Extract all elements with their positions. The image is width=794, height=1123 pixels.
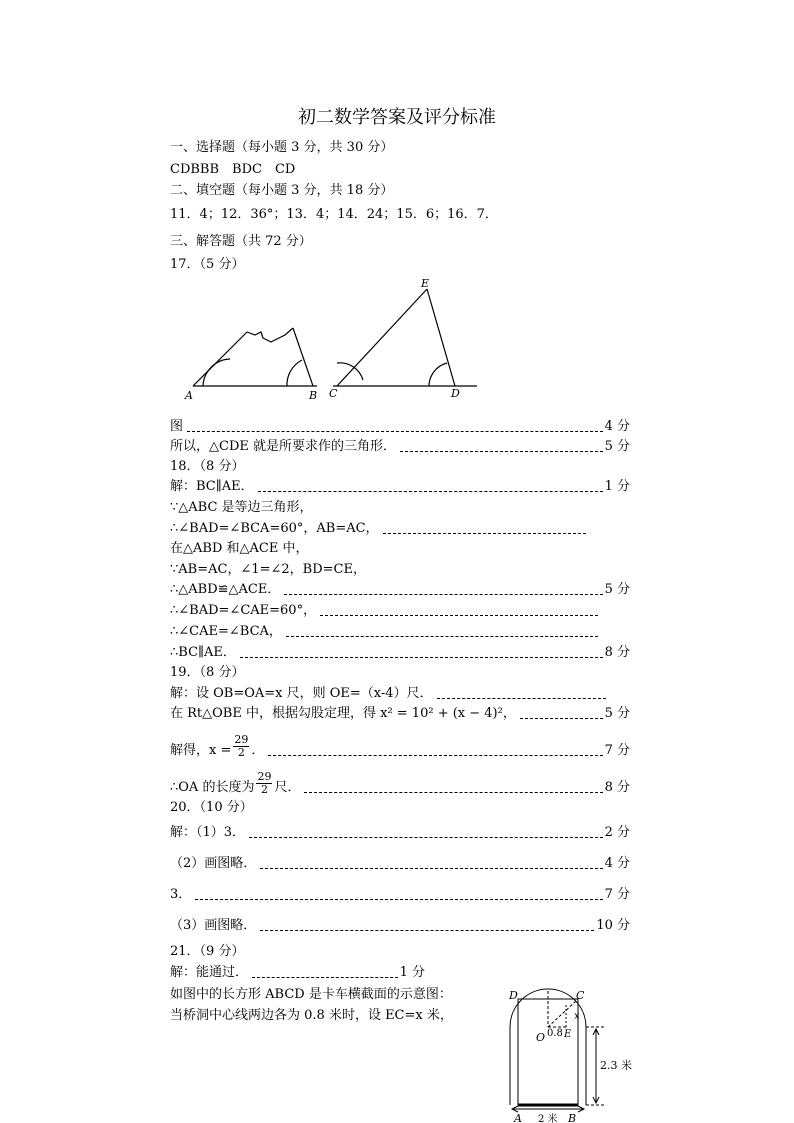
score: 5 分 [604, 582, 630, 597]
label-E: E [421, 277, 430, 290]
q21-line-1-text: 解：能通过． [170, 965, 249, 980]
fig-label-E: E [564, 1029, 572, 1040]
fig-label-dim2: 2 米 [538, 1114, 558, 1123]
fraction-numerator: 29 [234, 733, 249, 746]
fig-label-O: O [536, 1031, 546, 1044]
q18-line-7 [170, 603, 600, 619]
q20-line-1-text: 解：（1）3． [170, 825, 246, 840]
score: 10 分 [596, 918, 630, 933]
q18-line-6 [170, 582, 630, 598]
page-title: 初二数学答案及评分标准 [298, 107, 496, 128]
q19-line-1-text: 解：设 OB=OA=x 尺，则 OE=（x-4）尺． [170, 686, 433, 701]
q18-line-3 [170, 521, 588, 537]
q19-line-4-text: ∴OA 的长度为 [170, 780, 255, 795]
q20-line-4 [170, 918, 630, 934]
q18-header: 18．（8 分） [170, 459, 245, 474]
q19-line-4-end: 尺． [274, 780, 301, 795]
q21-line-2: 如图中的长方形 ABCD 是卡车横截面的示意图： [170, 987, 452, 1002]
q19-header: 19．（8 分） [170, 665, 245, 680]
q21-tunnel-figure [500, 985, 640, 1123]
q17-line-2 [170, 439, 630, 455]
score: 8 分 [604, 780, 630, 795]
q18-line-3-text: ∴∠BAD=∠BCA=60°，AB=AC， [170, 521, 379, 536]
q18-line-9-text: ∴BC∥AE． [170, 645, 236, 660]
score: 5 分 [604, 439, 630, 454]
q17-line-1 [170, 419, 630, 435]
fraction-denominator: 2 [237, 746, 245, 759]
q18-line-8-text: ∴∠CAE=∠BCA， [170, 624, 282, 639]
score: 1 分 [604, 479, 630, 494]
fig-label-A: A [514, 1112, 522, 1123]
q21-line-3: 当桥洞中心线两边各为 0.8 米时，设 EC=x 米， [170, 1008, 453, 1023]
score: 1 分 [399, 965, 425, 980]
q19-line-2-text: 在 Rt△OBE 中，根据勾股定理，得 x² = 10² + (x − 4)²， [170, 706, 516, 721]
q19-line-3-end: ． [251, 743, 265, 758]
q18-line-1-text: 解：BC∥AE． [170, 479, 254, 494]
q18-line-5: ∵AB=AC，∠1=∠2，BD=CE， [170, 562, 366, 577]
q21-header: 21．（9 分） [170, 944, 245, 959]
score: 4 分 [604, 856, 630, 871]
score: 7 分 [604, 743, 630, 758]
fraction [233, 734, 249, 759]
section-3-heading: 三、解答题（共 72 分） [170, 234, 312, 249]
q20-line-3-text: 3． [170, 887, 192, 902]
q19-line-3-text: 解得，x = [170, 743, 232, 758]
q17-line-2-text: 所以，△CDE 就是所要求作的三角形． [170, 439, 396, 454]
q18-line-8 [170, 624, 600, 640]
fig-label-x: x [574, 1011, 580, 1022]
q20-line-4-text: （3）画图略． [170, 918, 257, 933]
score: 2 分 [604, 825, 630, 840]
q17-line-1-text: 图 [170, 419, 184, 434]
q20-line-1 [170, 825, 630, 841]
score: 7 分 [604, 887, 630, 902]
q19-line-3 [170, 734, 630, 759]
score: 5 分 [604, 706, 630, 721]
q20-line-2-text: （2）画图略． [170, 856, 257, 871]
q18-line-2: ∵△ABC 是等边三角形， [170, 500, 313, 515]
section-1-heading: 一、选择题（每小题 3 分，共 30 分） [170, 140, 394, 155]
fraction [256, 771, 272, 796]
q18-line-6-text: ∴△ABD≌△ACE． [170, 582, 281, 597]
q19-line-2 [170, 706, 630, 722]
fig-label-D: D [509, 989, 518, 1002]
fig-label-dim23: 2.3 米 [600, 1059, 632, 1072]
fraction-denominator: 2 [260, 783, 268, 796]
label-C: C [329, 387, 338, 400]
q18-line-1 [170, 479, 630, 495]
score: 4 分 [604, 419, 630, 434]
q21-line-1 [170, 965, 425, 981]
q20-line-3 [170, 887, 630, 903]
q19-line-1 [170, 686, 608, 702]
fig-label-B: B [568, 1112, 577, 1123]
fraction-numerator: 29 [257, 770, 272, 783]
q19-line-4 [170, 771, 630, 796]
q18-line-9 [170, 645, 630, 661]
label-D: D [451, 387, 460, 400]
q20-header: 20．（10 分） [170, 800, 253, 815]
score: 8 分 [604, 645, 630, 660]
label-A: A [185, 389, 193, 402]
q20-line-2 [170, 856, 630, 872]
q17-header: 17．（5 分） [170, 257, 245, 272]
label-B: B [309, 389, 318, 402]
section-2-answers: 11．4；12．36°；13．4；14．24；15．6；16．7． [170, 207, 498, 222]
q18-line-4: 在△ABD 和△ACE 中， [170, 541, 309, 556]
section-1-answers: CDBBB BDC CD [170, 162, 296, 177]
section-2-heading: 二、填空题（每小题 3 分，共 18 分） [170, 183, 394, 198]
fig-label-C: C [576, 989, 585, 1002]
q18-line-7-text: ∴∠BAD=∠CAE=60°， [170, 603, 317, 618]
q17-construction-figure [175, 275, 485, 405]
fig-label-dim08: 0.8 [547, 1028, 563, 1039]
